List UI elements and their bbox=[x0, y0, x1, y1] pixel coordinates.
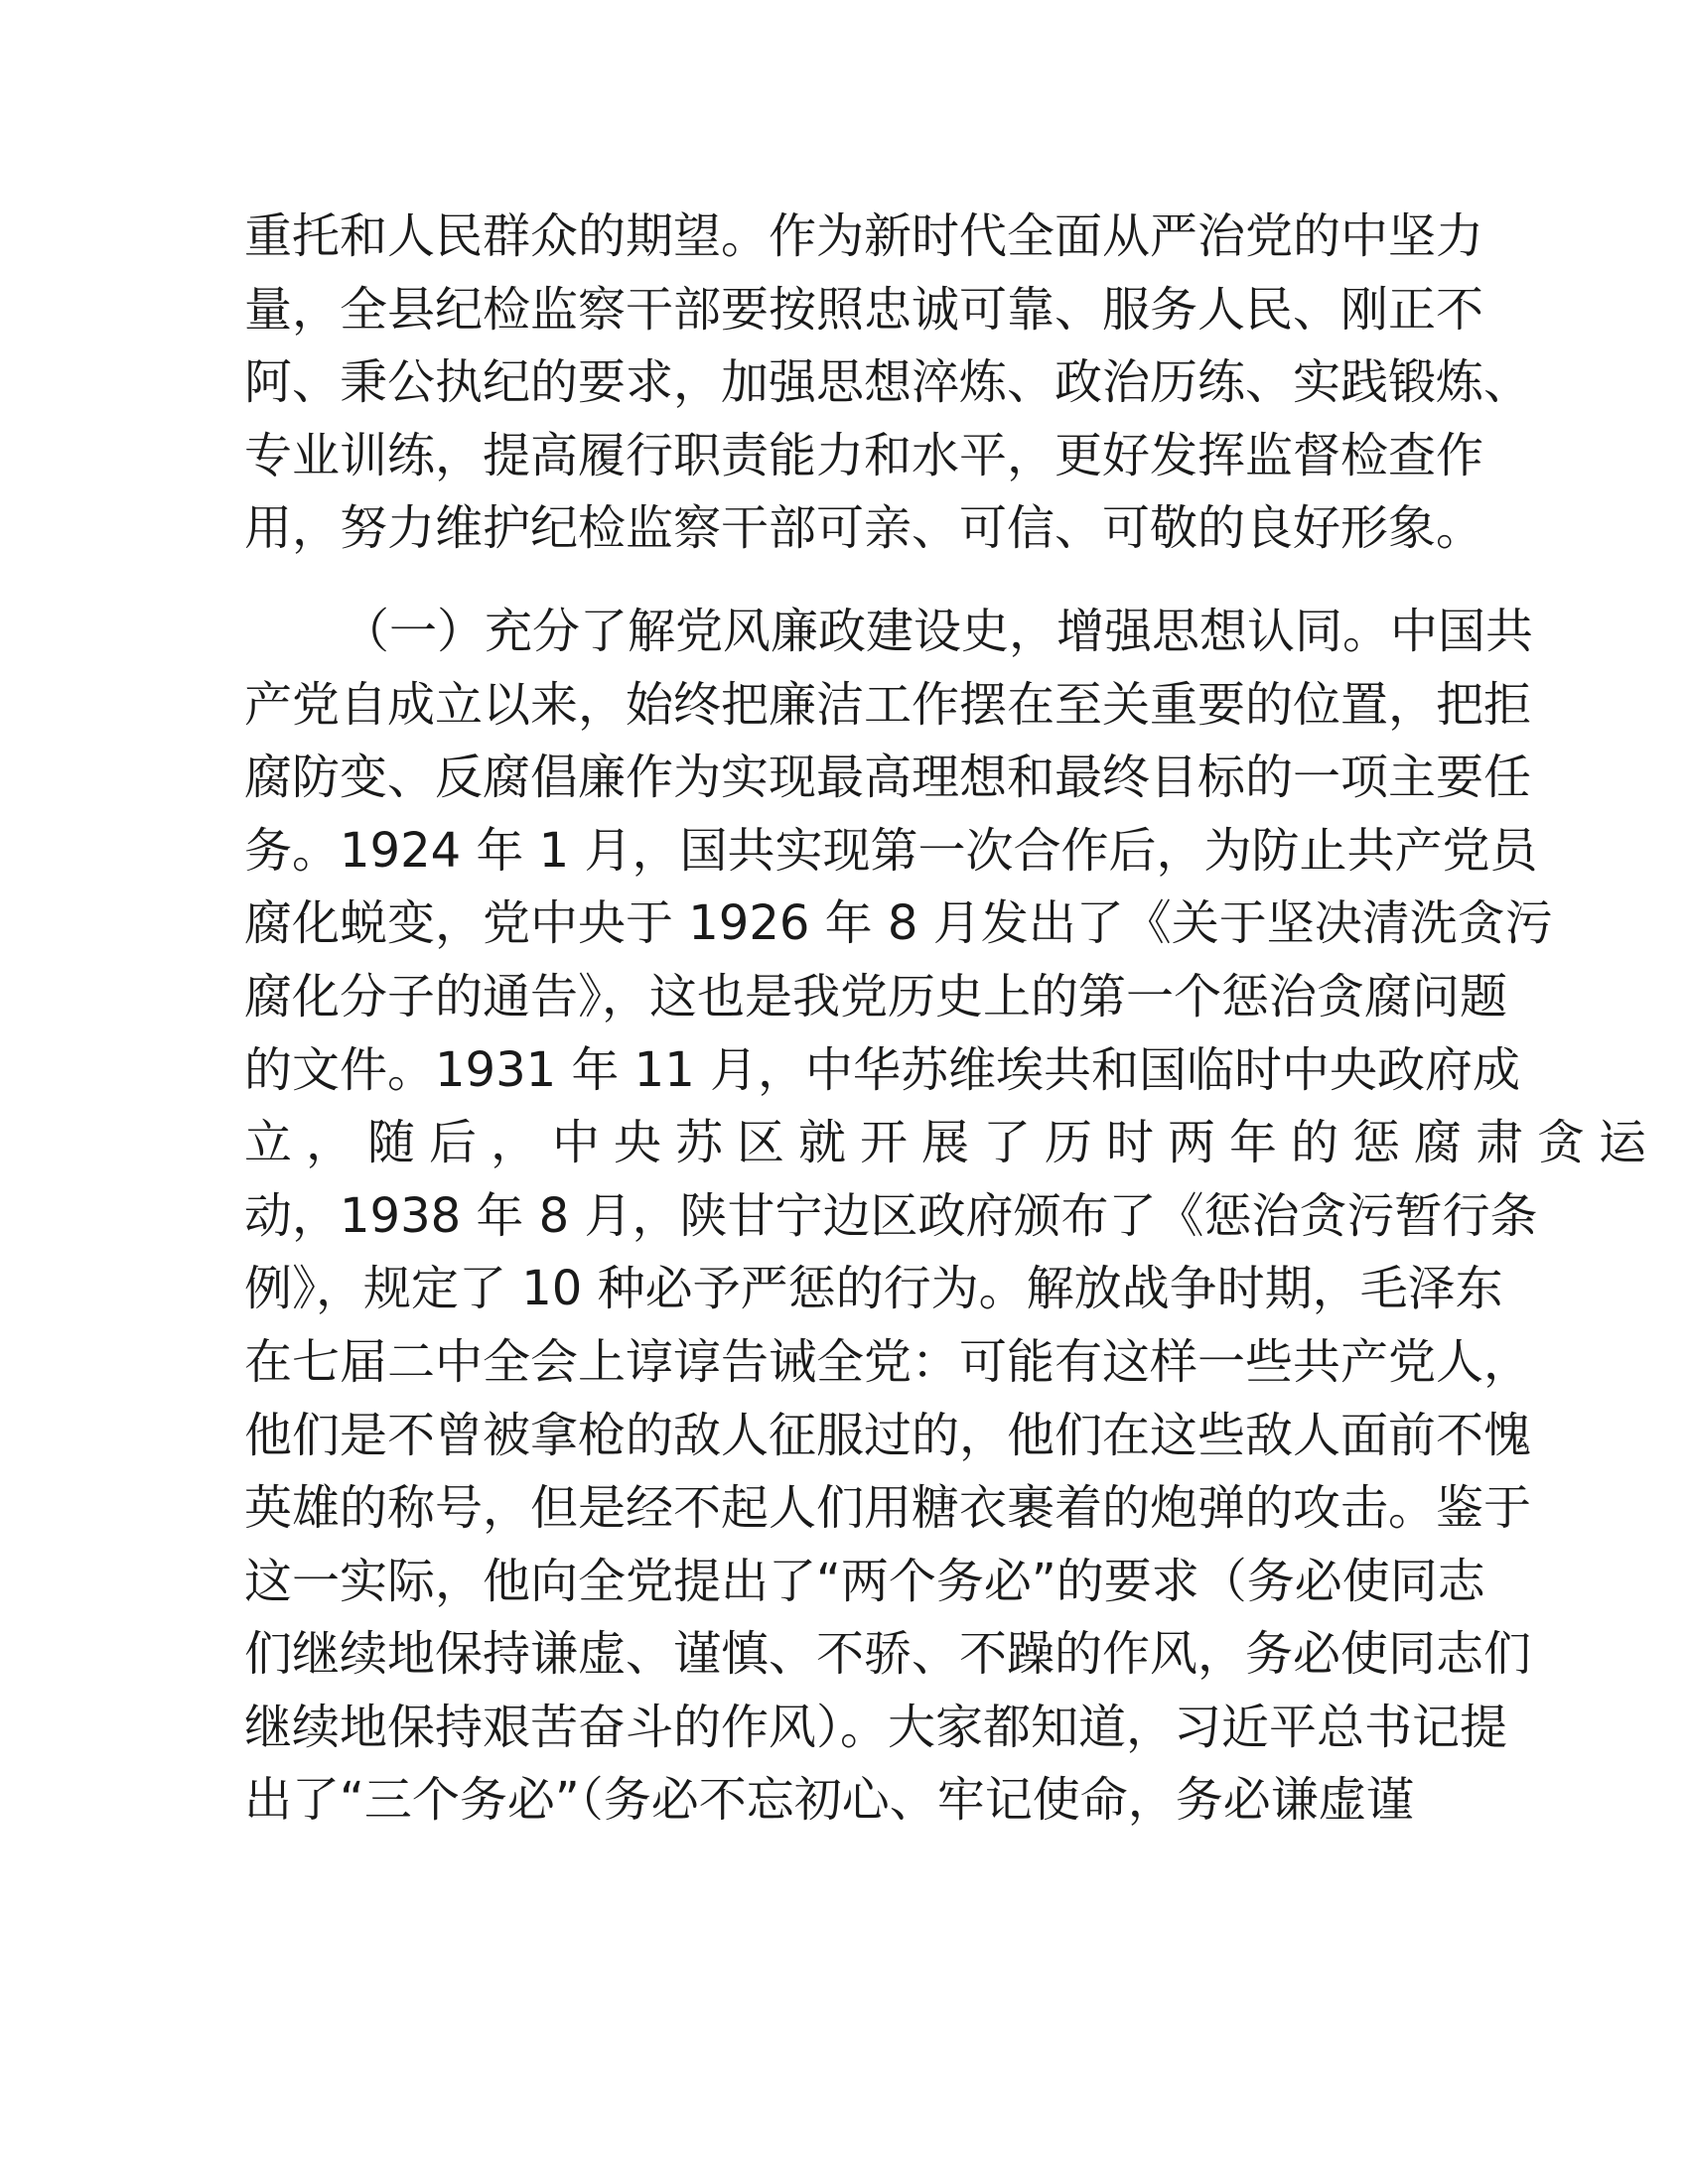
text-line: 这一实际，他向全党提出了“两个务必”的要求（务必使同志 bbox=[244, 1553, 1485, 1609]
document-body bbox=[244, 201, 1661, 1838]
text-line: 用，努力维护纪检监察干部可亲、可信、可敬的良好形象。 bbox=[244, 500, 1484, 557]
paragraph-gap bbox=[244, 566, 1436, 596]
text-line: 腐化分子的通告》，这也是我党历史上的第一个惩治贪腐问题 bbox=[244, 968, 1508, 1024]
text-line: 的文件。1931 年 11 月，中华苏维埃共和国临时中央政府成 bbox=[244, 1041, 1521, 1098]
text-line: 英雄的称号，但是经不起人们用糖衣裹着的炮弹的攻击。鉴于 bbox=[244, 1480, 1532, 1537]
text-line: 他们是不曾被拿枪的敌人征服过的，他们在这些敌人面前不愧 bbox=[244, 1407, 1532, 1463]
text-line: 重托和人民群众的期望。作为新时代全面从严治党的中坚力 bbox=[244, 208, 1484, 264]
text-line: 产党自成立以来，始终把廉洁工作摆在至关重要的位置，把拒 bbox=[244, 676, 1532, 733]
text-line: 量，全县纪检监察干部要按照忠诚可靠、服务人民、刚正不 bbox=[244, 281, 1484, 338]
section-heading-line: （一）充分了解党风廉政建设史，增强思想认同。中国共 bbox=[342, 603, 1534, 659]
text-line: 继续地保持艰苦奋斗的作风）。大家都知道，习近平总书记提 bbox=[244, 1699, 1508, 1755]
text-line: 阿、秉公执纪的要求，加强思想淬炼、政治历练、实践锻炼、 bbox=[244, 354, 1532, 411]
text-line: 腐防变、反腐倡廉作为实现最高理想和最终目标的一项主要任 bbox=[244, 750, 1532, 806]
text-line: 动，1938 年 8 月，陕甘宁边区政府颁布了《惩治贪污暂行条 bbox=[244, 1187, 1538, 1244]
text-line: 例》，规定了 10 种必予严惩的行为。解放战争时期，毛泽东 bbox=[244, 1261, 1503, 1317]
text-line: 专业训练，提高履行职责能力和水平，更好发挥监督检查作 bbox=[244, 427, 1484, 483]
text-line: 务。1924 年 1 月，国共实现第一次合作后，为防止共产党员 bbox=[244, 822, 1538, 879]
text-line: 出了“三个务必”（务必不忘初心、牢记使命，务必谦虚谨 bbox=[244, 1772, 1414, 1829]
text-line: 立，随后，中央苏区就开展了历时两年的惩腐肃贪运 bbox=[244, 1115, 1661, 1171]
text-line: 们继续地保持谦虚、谨慎、不骄、不躁的作风，务必使同志们 bbox=[244, 1626, 1532, 1683]
text-line: 在七届二中全会上谆谆告诫全党：可能有这样一些共产党人， bbox=[244, 1333, 1532, 1390]
text-line: 腐化蜕变，党中央于 1926 年 8 月发出了《关于坚决清洗贪污 bbox=[244, 895, 1553, 952]
